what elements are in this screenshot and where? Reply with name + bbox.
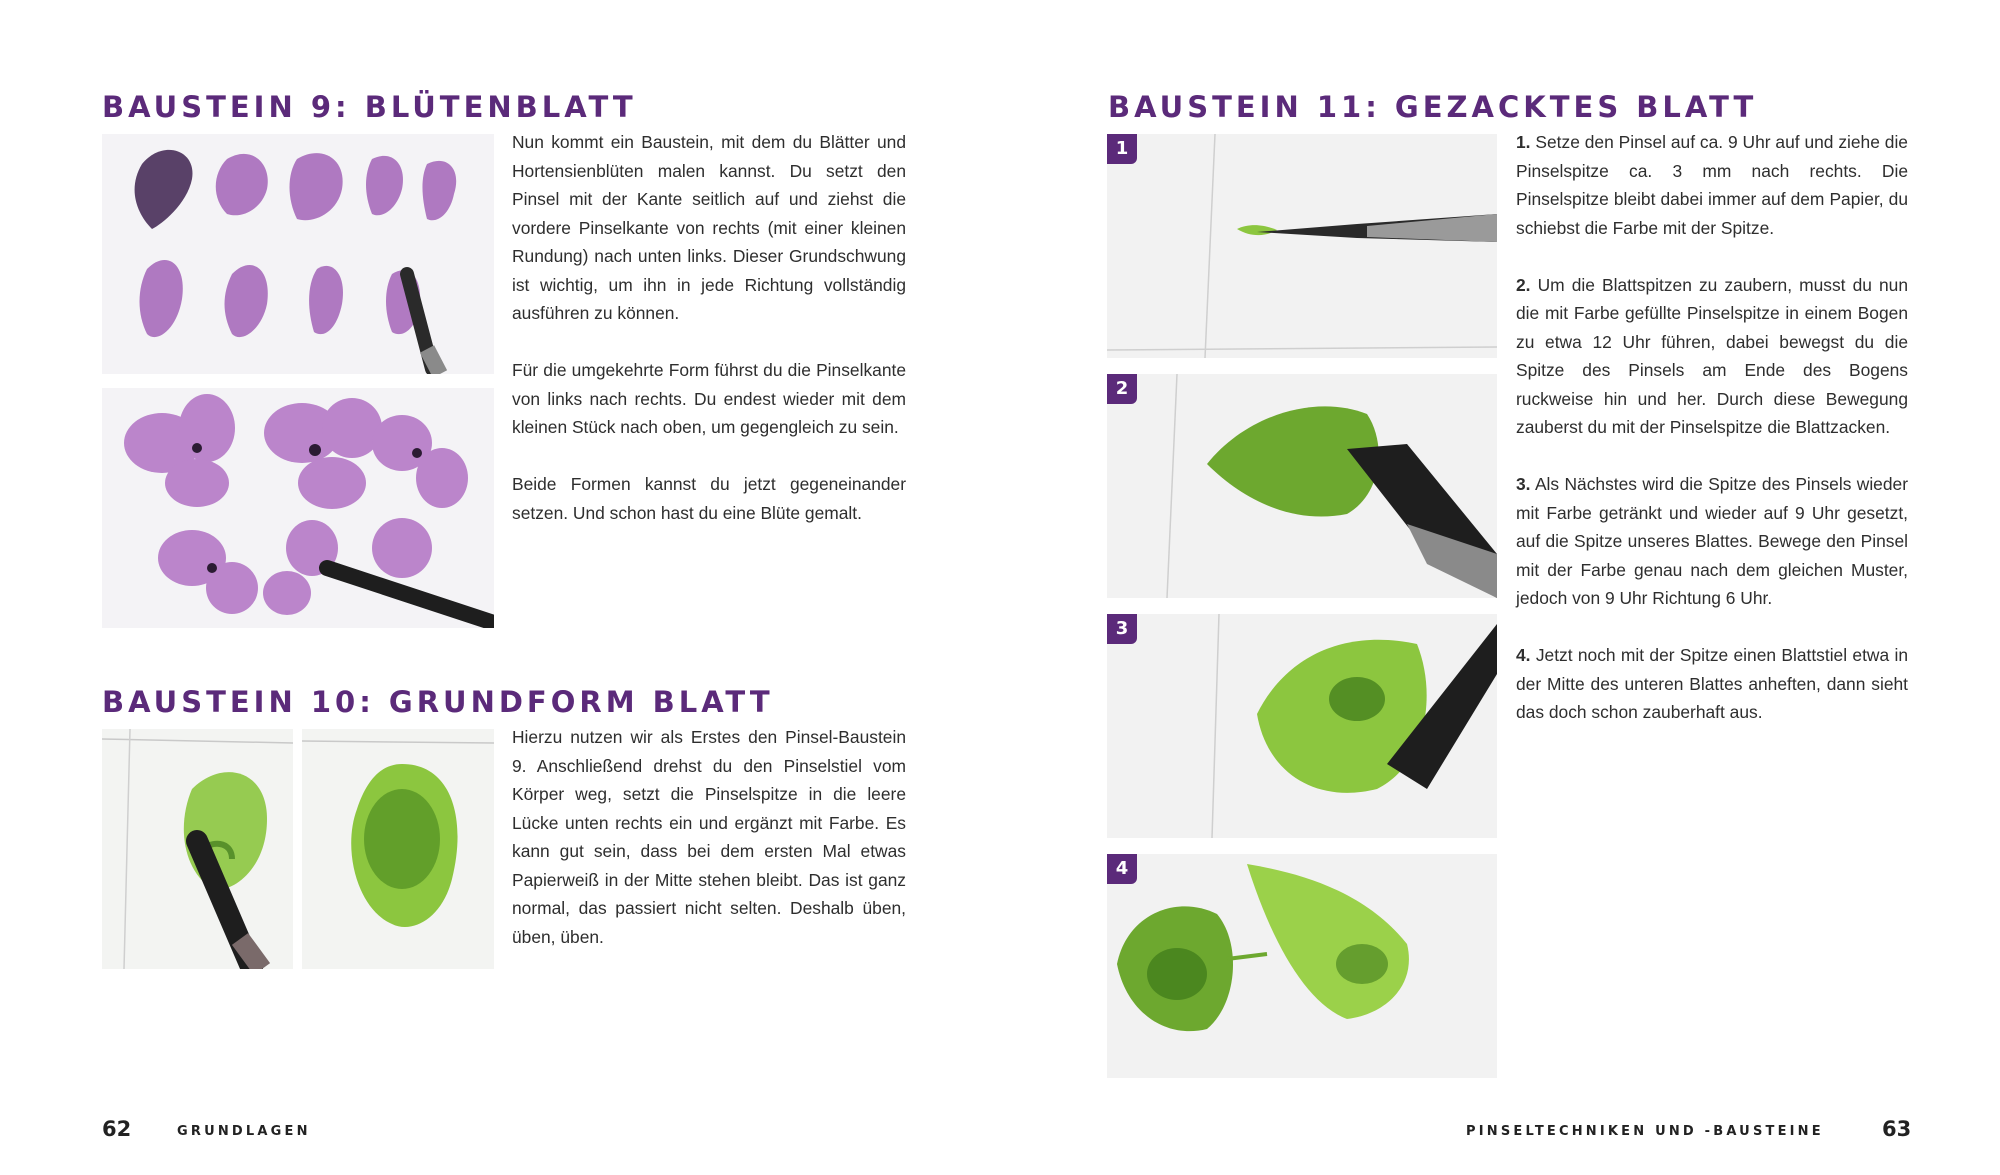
section10-text — [512, 723, 906, 980]
step-number: 4. — [1516, 645, 1531, 665]
step-1-text — [1516, 128, 1908, 242]
step-badge: 1 — [1107, 134, 1137, 164]
step1-photo — [1107, 134, 1497, 358]
section9-title: BAUSTEIN 9: BLÜTENBLATT — [102, 90, 637, 124]
step-number: 3. — [1516, 474, 1531, 494]
section10-paragraph: Hierzu nutzen wir als Erstes den Pinsel-Baustein 9. Anschließend drehst du den Pinselstiel vom Körper weg, setzt die Pinselspitze in die leere Lücke unten rechts ein und ergänzt mit Farbe. Es kann gut sein, dass bei dem ersten Mal etwas Papierweiß in der Mitte stehen bleibt. Das ist ganz normal, das passiert nicht selten. Deshalb üben, üben, üben. — [512, 727, 906, 947]
page-number-left: 62 — [102, 1117, 132, 1141]
step-description: Um die Blattspitzen zu zaubern, musst du nun die mit Farbe gefüllte Pinselspitze in einem Bogen zu etwa 12 Uhr führen, dabei bewegst du die Spitze des Pinsels am Ende des Bogens ruckweise hin und her. Durch diese Bewegung zauberst du mit der Pinselspitze die Blattzacken. — [1516, 274, 1908, 437]
page-number-right: 63 — [1882, 1117, 1912, 1141]
leaf-stroke-photo — [102, 729, 293, 969]
finished-leaf-photo — [302, 729, 494, 969]
section9-paragraph: Für die umgekehrte Form führst du die Pinselkante von links nach rechts. Du endest wieder mit dem kleinen Stück nach oben, um gegengleich zu sein. — [512, 360, 906, 437]
section9-paragraph: Nun kommt ein Baustein, mit dem du Blätter und Hortensienblüten malen kannst. Du setzt den Pinsel mit der Kante seitlich auf und ziehst die vordere Pinselkante von rechts (mit einer kleinen Rundung) nach unten links. Dieser Grundschwung ist wichtig, um ihn in jede Richtung vollständig ausführen zu können. — [512, 132, 906, 323]
step-badge: 2 — [1107, 374, 1137, 404]
petal-strokes-photo — [102, 134, 494, 374]
step2-photo — [1107, 374, 1497, 598]
running-head-right: PINSELTECHNIKEN UND -BAUSTEINE — [1466, 1124, 1824, 1139]
section11-steps — [1516, 128, 1908, 755]
section11-title: BAUSTEIN 11: GEZACKTES BLATT — [1108, 90, 1758, 124]
step-badge: 4 — [1107, 854, 1137, 884]
step-4-text — [1516, 641, 1908, 727]
section10-title: BAUSTEIN 10: GRUNDFORM BLATT — [102, 685, 774, 719]
section9-text — [512, 128, 906, 556]
step-number: 2. — [1516, 274, 1531, 295]
section9-paragraph: Beide Formen kannst du jetzt gegeneinander setzen. Und schon hast du eine Blüte gemalt. — [512, 474, 906, 523]
step-description: Jetzt noch mit der Spitze einen Blattstiel etwa in der Mitte des unteren Blattes anheften, dann sieht das doch schon zauberhaft aus. — [1516, 645, 1908, 722]
step-description: Setze den Pinsel auf ca. 9 Uhr auf und ziehe die Pinselspitze ca. 3 mm nach rechts. Die Pinselspitze bleibt dabei immer auf dem Papier, du schiebst die Farbe mit der Spitze. — [1516, 132, 1908, 238]
step-description: Als Nächstes wird die Spitze des Pinsels wieder mit Farbe getränkt und wieder auf 9 Uhr gesetzt, auf die Spitze unseres Blattes. Bewege den Pinsel mit der Farbe genau nach dem gleichen Muster, jedoch von 9 Uhr Richtung 6 Uhr. — [1516, 474, 1908, 608]
hydrangea-blossoms-photo — [102, 388, 494, 628]
step-2-text — [1516, 271, 1908, 442]
step-badge: 3 — [1107, 614, 1137, 644]
step4-photo — [1107, 854, 1497, 1078]
running-head-left: GRUNDLAGEN — [177, 1124, 311, 1139]
step-number: 1. — [1516, 132, 1531, 152]
step3-photo — [1107, 614, 1497, 838]
step-3-text — [1516, 470, 1908, 613]
